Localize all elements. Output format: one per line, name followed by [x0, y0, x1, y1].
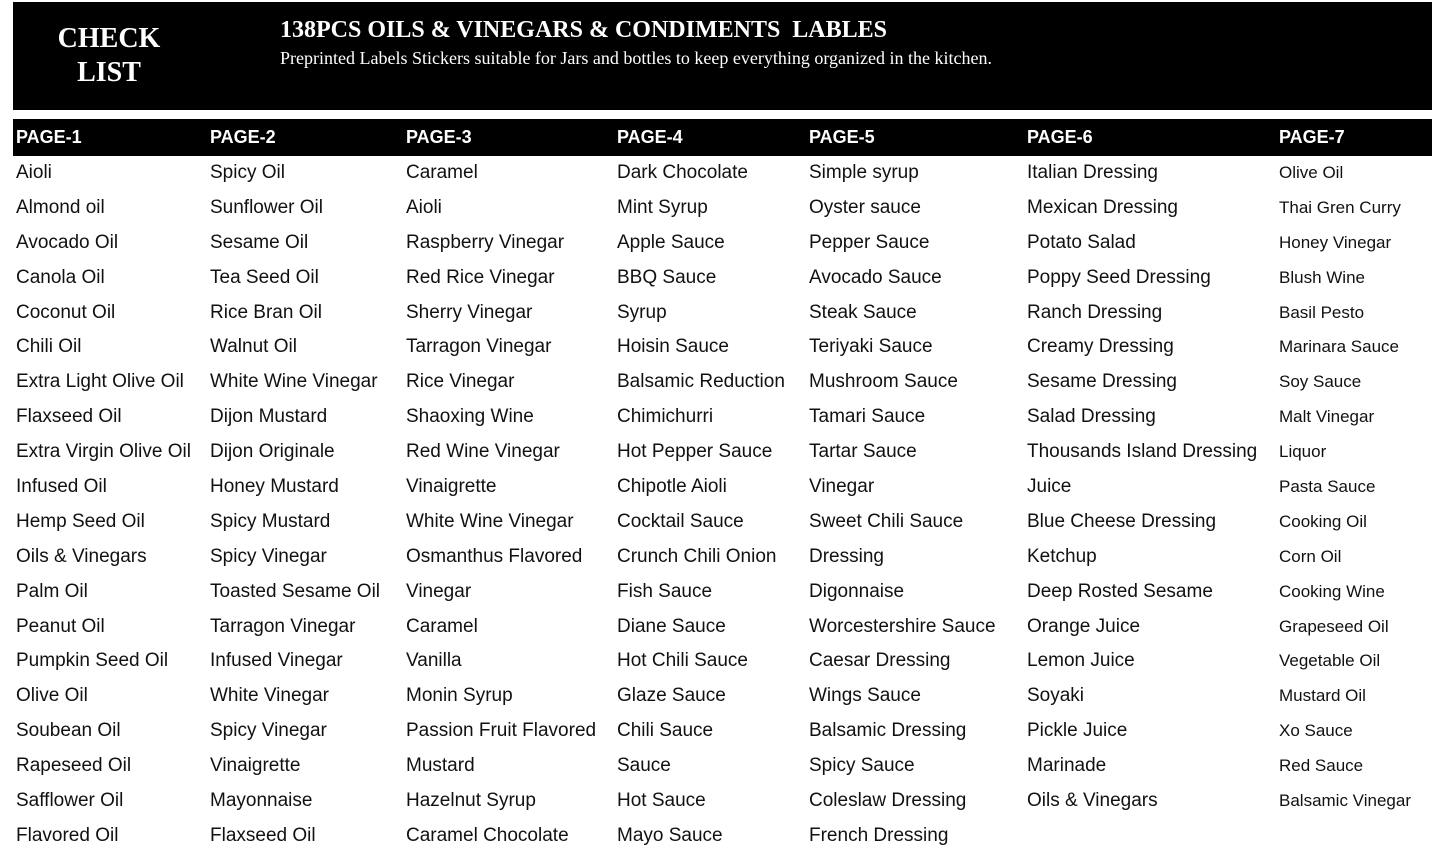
label-item: Pumpkin Seed Oil: [16, 650, 169, 672]
label-item: Red Sauce: [1279, 756, 1364, 776]
label-item: Vinaigrette: [210, 755, 301, 777]
label-item: Potato Salad: [1027, 231, 1136, 253]
label-item: Sweet Chili Sauce: [809, 510, 964, 532]
label-item: Infused Oil: [16, 476, 107, 498]
label-item: Spicy Vinegar: [210, 720, 327, 742]
label-item: Malt Vinegar: [1279, 407, 1375, 427]
column-header: PAGE-2: [210, 127, 276, 147]
label-item: Dark Chocolate: [617, 162, 748, 183]
label-item: Oils & Vinegars: [16, 545, 147, 567]
label-item: Spicy Sauce: [809, 755, 915, 777]
label-item: Wings Sauce: [809, 685, 921, 707]
check-list-title: [33, 22, 185, 90]
label-item: Tartar Sauce: [809, 441, 917, 463]
label-item: Walnut Oil: [210, 336, 297, 358]
check-list-line-1: CHECK: [57, 23, 161, 54]
label-item: Balsamic Dressing: [809, 720, 967, 742]
label-item: Avocado Sauce: [809, 266, 942, 288]
label-item: Shaoxing Wine: [406, 406, 534, 428]
label-item: Vinegar: [406, 580, 472, 602]
column-page-4: [617, 119, 785, 854]
label-item: Hoisin Sauce: [617, 336, 729, 358]
label-item: French Dressing: [809, 824, 949, 846]
label-item: Mushroom Sauce: [809, 371, 958, 393]
label-item: Spicy Vinegar: [210, 545, 327, 567]
label-item: Lemon Juice: [1027, 650, 1135, 672]
column-page-3: [406, 119, 596, 854]
label-item: Avocado Oil: [16, 231, 119, 253]
label-item: Soy Sauce: [1279, 372, 1362, 392]
label-item: Cooking Oil: [1279, 511, 1367, 531]
label-item: Deep Rosted Sesame: [1027, 580, 1213, 602]
label-item: Honey Vinegar: [1279, 232, 1392, 252]
label-item: Hemp Seed Oil: [16, 510, 145, 532]
label-item: Apple Sauce: [617, 231, 725, 253]
label-item: Ranch Dressing: [1027, 301, 1163, 323]
column-page-2: [210, 119, 380, 854]
label-item: Caramel: [406, 162, 478, 183]
label-item: Rapeseed Oil: [16, 755, 132, 777]
label-list: [1279, 156, 1411, 819]
label-item: Tea Seed Oil: [210, 266, 319, 288]
label-item: Mayo Sauce: [617, 824, 723, 846]
label-item: Cocktail Sauce: [617, 510, 744, 532]
label-item: Caramel: [406, 615, 478, 637]
label-item: Soubean Oil: [16, 720, 121, 742]
label-item: Sesame Oil: [210, 231, 309, 253]
label-list: [210, 156, 380, 854]
column-page-6: [1027, 119, 1257, 819]
label-item: Syrup: [617, 301, 667, 323]
column-header: PAGE-4: [617, 127, 683, 147]
label-item: Ketchup: [1027, 545, 1097, 567]
label-item: Digonnaise: [809, 580, 905, 602]
label-item: Teriyaki Sauce: [809, 336, 933, 358]
label-item: Simple syrup: [809, 162, 919, 183]
label-item: Infused Vinegar: [210, 650, 343, 672]
label-item: Osmanthus Flavored: [406, 545, 583, 567]
label-item: Thai Gren Curry: [1279, 197, 1401, 217]
label-item: Dressing: [809, 545, 884, 567]
label-item: Poppy Seed Dressing: [1027, 266, 1211, 288]
label-item: Passion Fruit Flavored: [406, 720, 597, 742]
label-item: BBQ Sauce: [617, 266, 717, 288]
title-banner: [13, 2, 1432, 110]
label-item: Soyaki: [1027, 685, 1085, 707]
label-item: Hot Pepper Sauce: [617, 441, 773, 463]
label-item: Grapeseed Oil: [1279, 616, 1389, 636]
label-item: Mustard Oil: [1279, 686, 1366, 706]
label-list: [406, 156, 596, 854]
column-page-7: [1279, 119, 1411, 819]
subtitle: Preprinted Labels Stickers suitable for Jars and bottles to keep everything organized in the kitchen.: [280, 48, 992, 68]
column-header: PAGE-3: [406, 127, 472, 147]
check-list-line-2: LIST: [77, 57, 141, 88]
label-item: Flaxseed Oil: [16, 406, 122, 428]
label-item: Dijon Mustard: [210, 406, 328, 428]
label-item: Tamari Sauce: [809, 406, 926, 428]
label-item: Almond oil: [16, 196, 105, 218]
label-item: Balsamic Reduction: [617, 371, 785, 393]
label-item: Basil Pesto: [1279, 302, 1365, 322]
label-item: Liquor: [1279, 442, 1327, 462]
label-item: Marinade: [1027, 755, 1107, 777]
label-item: Pasta Sauce: [1279, 477, 1376, 497]
label-item: Chimichurri: [617, 406, 714, 428]
label-item: Chili Sauce: [617, 720, 714, 742]
label-item: Orange Juice: [1027, 615, 1141, 637]
label-item: Palm Oil: [16, 580, 88, 602]
label-item: Peanut Oil: [16, 615, 105, 637]
label-item: Red Wine Vinegar: [406, 441, 560, 463]
label-item: Sesame Dressing: [1027, 371, 1177, 393]
label-item: Olive Oil: [16, 685, 88, 707]
label-item: Sherry Vinegar: [406, 301, 533, 323]
label-item: Mayonnaise: [210, 790, 313, 812]
label-item: Caramel Chocolate: [406, 824, 569, 846]
label-item: Pepper Sauce: [809, 231, 930, 253]
column-page-1: [16, 119, 191, 854]
label-item: Coconut Oil: [16, 301, 116, 323]
label-item: Creamy Dressing: [1027, 336, 1174, 358]
label-item: Balsamic Vinegar: [1279, 791, 1411, 811]
main-title: 138PCS OILS & VINEGARS & CONDIMENTS LABLES: [280, 17, 888, 43]
label-item: Vinaigrette: [406, 476, 497, 498]
label-item: Sunflower Oil: [210, 196, 323, 218]
label-item: Extra Virgin Olive Oil: [16, 441, 191, 463]
label-item: Fish Sauce: [617, 580, 713, 602]
label-item: Caesar Dressing: [809, 650, 951, 672]
label-item: Flavored Oil: [16, 824, 119, 846]
label-item: Corn Oil: [1279, 546, 1342, 566]
label-list: [809, 156, 996, 854]
label-item: Coleslaw Dressing: [809, 790, 967, 812]
label-item: Diane Sauce: [617, 615, 726, 637]
label-item: Canola Oil: [16, 266, 105, 288]
label-item: Vegetable Oil: [1279, 651, 1381, 671]
label-item: Oyster sauce: [809, 196, 921, 218]
label-item: Spicy Oil: [210, 162, 285, 183]
label-item: Rice Vinegar: [406, 371, 515, 393]
column-header: PAGE-6: [1027, 127, 1093, 147]
label-item: Aioli: [16, 162, 52, 183]
label-item: Hot Chili Sauce: [617, 650, 748, 672]
label-item: Spicy Mustard: [210, 510, 331, 532]
label-item: Pickle Juice: [1027, 720, 1128, 742]
label-item: Cooking Wine: [1279, 581, 1385, 601]
label-item: Crunch Chili Onion: [617, 545, 777, 567]
column-header: PAGE-7: [1279, 127, 1345, 147]
label-item: Toasted Sesame Oil: [210, 580, 381, 602]
label-item: Salad Dressing: [1027, 406, 1156, 428]
label-item: Sauce: [617, 755, 671, 777]
label-item: Monin Syrup: [406, 685, 513, 707]
label-item: Oils & Vinegars: [1027, 790, 1158, 812]
column-page-5: [809, 119, 996, 854]
label-item: Worcestershire Sauce: [809, 615, 996, 637]
label-item: Blue Cheese Dressing: [1027, 510, 1217, 532]
label-item: Marinara Sauce: [1279, 337, 1400, 357]
label-item: Mint Syrup: [617, 196, 708, 218]
label-item: Italian Dressing: [1027, 162, 1158, 183]
label-item: Vanilla: [406, 650, 462, 672]
label-item: Steak Sauce: [809, 301, 917, 323]
label-item: Aioli: [406, 196, 442, 218]
label-item: Extra Light Olive Oil: [16, 371, 184, 393]
label-item: Hazelnut Syrup: [406, 790, 536, 812]
label-item: Dijon Originale: [210, 441, 335, 463]
label-item: Vinegar: [809, 476, 875, 498]
label-list: [617, 156, 785, 854]
label-item: Xo Sauce: [1279, 721, 1353, 741]
label-list: [16, 156, 191, 854]
column-header: PAGE-1: [16, 127, 82, 147]
label-item: Mustard: [406, 755, 475, 777]
label-item: Safflower Oil: [16, 790, 124, 812]
label-item: Mexican Dressing: [1027, 196, 1178, 218]
label-item: Flaxseed Oil: [210, 824, 316, 846]
label-item: Raspberry Vinegar: [406, 231, 565, 253]
column-header: PAGE-5: [809, 127, 875, 147]
label-item: Blush Wine: [1279, 267, 1365, 287]
label-item: Rice Bran Oil: [210, 301, 322, 323]
label-item: Hot Sauce: [617, 790, 706, 812]
label-item: White Wine Vinegar: [210, 371, 378, 393]
label-item: White Vinegar: [210, 685, 329, 707]
label-item: Red Rice Vinegar: [406, 266, 555, 288]
label-item: Glaze Sauce: [617, 685, 726, 707]
label-item: Thousands Island Dressing: [1027, 441, 1258, 463]
label-item: Olive Oil: [1279, 163, 1344, 182]
label-item: Tarragon Vinegar: [210, 615, 356, 637]
label-item: Chili Oil: [16, 336, 82, 358]
label-item: Juice: [1027, 476, 1072, 498]
label-item: Honey Mustard: [210, 476, 339, 498]
label-list: [1027, 156, 1257, 819]
label-item: Tarragon Vinegar: [406, 336, 552, 358]
label-item: White Wine Vinegar: [406, 510, 574, 532]
label-item: Chipotle Aioli: [617, 476, 727, 498]
